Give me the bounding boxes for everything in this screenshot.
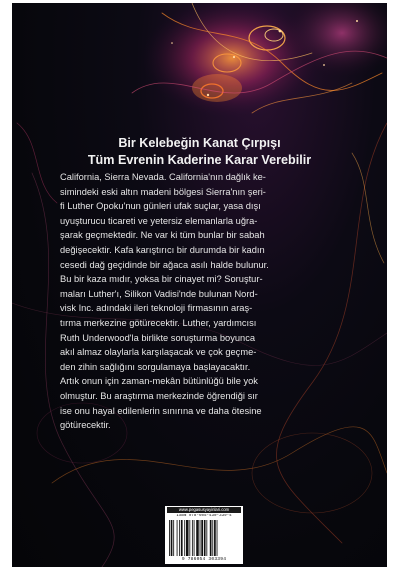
synopsis-text — [60, 170, 352, 433]
barcode-bar — [179, 520, 180, 556]
barcode-bar — [217, 520, 218, 556]
barcode-bar — [200, 520, 201, 556]
headline-line-2: Tüm Evrenin Kaderine Karar Verebilir — [87, 153, 312, 167]
synopsis-line: tırma merkezine götürecektir. Luther, yardımcısı — [60, 317, 257, 328]
barcode-bar — [173, 520, 174, 556]
barcode-bar — [177, 520, 178, 556]
synopsis-line: visk Inc. adındaki ileri teknoloji firmasının araş- — [60, 303, 253, 314]
isbn-number: ISBN 978-605-430-339-4 — [176, 514, 232, 518]
barcode-bar — [196, 520, 199, 556]
synopsis-line: cesedi dağ geçidinde bir ağaca asılı halde bulunur. — [60, 259, 269, 270]
barcode-bar — [186, 520, 189, 556]
barcode-digits: 9 786054 303394 — [181, 557, 227, 562]
synopsis-line: maları Luther'ı, Silikon Vadisi'nde bulunan Nord- — [60, 288, 258, 299]
synopsis-line: akıl almaz olaylarla karşılaşacak ve çok geçme- — [60, 347, 257, 358]
barcode-bar — [204, 520, 206, 556]
synopsis-line: den zihin sağlığını sorgulamaya başlayacaktır. — [60, 361, 251, 372]
headline-line-1: Bir Kelebeğin Kanat Çırpışı — [118, 136, 281, 150]
barcode-bar — [184, 520, 185, 556]
barcode-bar — [214, 520, 216, 556]
barcode-bars — [169, 520, 239, 556]
synopsis-line: Artık onun için zaman-mekân bütünlüğü bile yok — [60, 376, 258, 387]
synopsis-line: uyuşturucu ticareti ve yetersiz elemanlarla uğra- — [60, 215, 258, 226]
synopsis-line: ise onu hayal edilenlerin sınırına ve daha ötesine — [60, 405, 262, 416]
publisher-website: www.pegasusyayinlari.com — [167, 507, 241, 513]
headline — [12, 135, 387, 169]
barcode-bar — [189, 520, 190, 556]
barcode-bar — [201, 520, 203, 556]
barcode-bar — [169, 520, 170, 556]
synopsis-line: şarak geçmektedir. Ne var ki tüm bunlar bir sabah — [60, 230, 265, 241]
barcode-bar — [212, 520, 213, 556]
synopsis-line: Ruth Underwood'la birlikte soruşturma boyunca — [60, 332, 256, 343]
barcode-bar — [181, 520, 183, 556]
barcode-bar — [194, 520, 195, 556]
synopsis-line: fi Luther Opoku'nun günleri ufak suçlar, yasa dışı — [60, 201, 261, 212]
synopsis-line: değişecektir. Kafa karıştırıcı bir durumda bir kadın — [60, 244, 265, 255]
isbn-barcode-box — [165, 506, 243, 564]
book-back-cover — [12, 3, 387, 567]
synopsis-line: olmuştur. Bu araştırma merkezinde öğrendiği sır — [60, 390, 258, 401]
synopsis-line: Bu bir kaza mıdır, yoksa bir cinayet mi? Soruştur- — [60, 274, 263, 285]
synopsis-line: götürecektir. — [60, 420, 111, 431]
barcode-bar — [206, 520, 207, 556]
barcode-bar — [171, 520, 173, 556]
synopsis-line: simindeki eski altın madeni bölgesi Sierra'nın şeri- — [60, 186, 266, 197]
synopsis-line: California, Sierra Nevada. California'nın dağlık ke- — [60, 172, 266, 182]
barcode-bar — [192, 520, 193, 556]
barcode-bar — [210, 520, 212, 556]
